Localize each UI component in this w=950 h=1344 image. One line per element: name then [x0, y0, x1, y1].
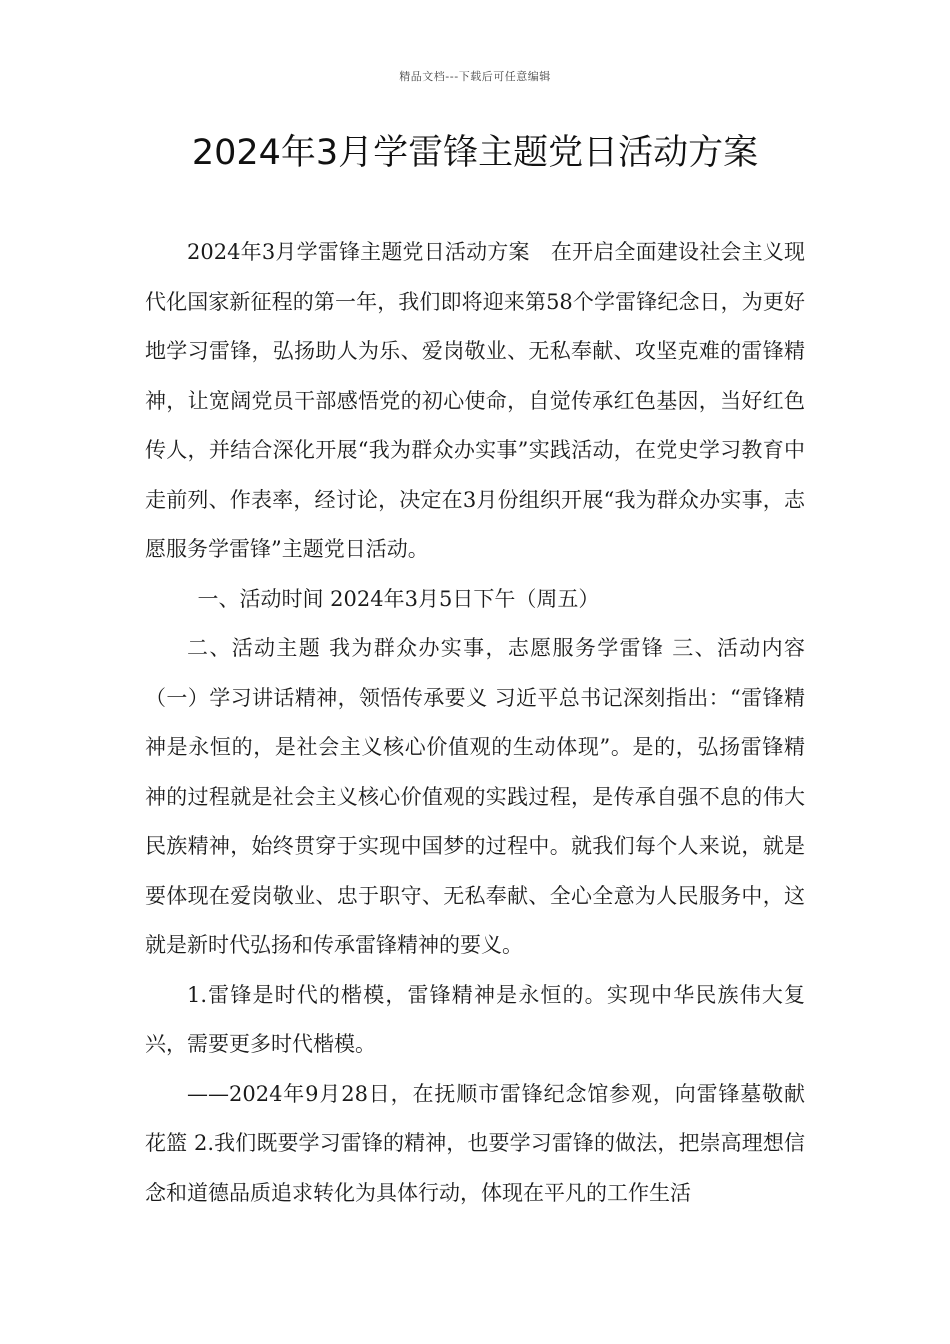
paragraph-activity-time: 一、活动时间 2024年3月5日下午（周五）: [197, 586, 600, 611]
document-body: [145, 228, 805, 1218]
page-watermark: 精品文档---下载后可任意编辑: [399, 70, 551, 83]
paragraph-intro: 2024年3月学雷锋主题党日活动方案 在开启全面建设社会主义现代化国家新征程的第一年，我们即将迎来第58个学雷锋纪念日，为更好地学习雷锋，弘扬助人为乐、爱岗敬业、无私奉献、攻坚克难的雷锋精神，让宽阔党员干部感悟党的初心使命，自觉传承红色基因，当好红色传人，并结合深化开展“我为群众办实事”实践活动，在党史学习教育中走前列、作表率，经讨论，决定在3月份组织开展“我为群众办实事，志愿服务学雷锋”主题党日活动。: [145, 240, 805, 561]
paragraph-point-2: ——2024年9月28日，在抚顺市雷锋纪念馆参观，向雷锋墓敬献花篮 2.我们既要学习雷锋的精神，也要学习雷锋的做法，把崇高理想信念和道德品质追求转化为具体行动，体现在平凡的工作生活: [145, 1081, 805, 1205]
paragraph-activity-theme: 二、活动主题 我为群众办实事，志愿服务学雷锋 三、活动内容 （一）学习讲话精神，领悟传承要义 习近平总书记深刻指出：“雷锋精神是永恒的，是社会主义核心价值观的生动体现”。是的，弘扬雷锋精神的过程就是社会主义核心价值观的实践过程，是传承自强不息的伟大民族精神，始终贯穿于实现中国梦的过程中。就我们每个人来说，就是要体现在爱岗敬业、忠于职守、无私奉献、全心全意为人民服务中，这就是新时代弘扬和传承雷锋精神的要义。: [145, 636, 805, 957]
document-title: 2024年3月学雷锋主题党日活动方案: [191, 133, 759, 173]
paragraph-point-1: 1.雷锋是时代的楷模，雷锋精神是永恒的。实现中华民族伟大复兴，需要更多时代楷模。: [145, 982, 805, 1056]
